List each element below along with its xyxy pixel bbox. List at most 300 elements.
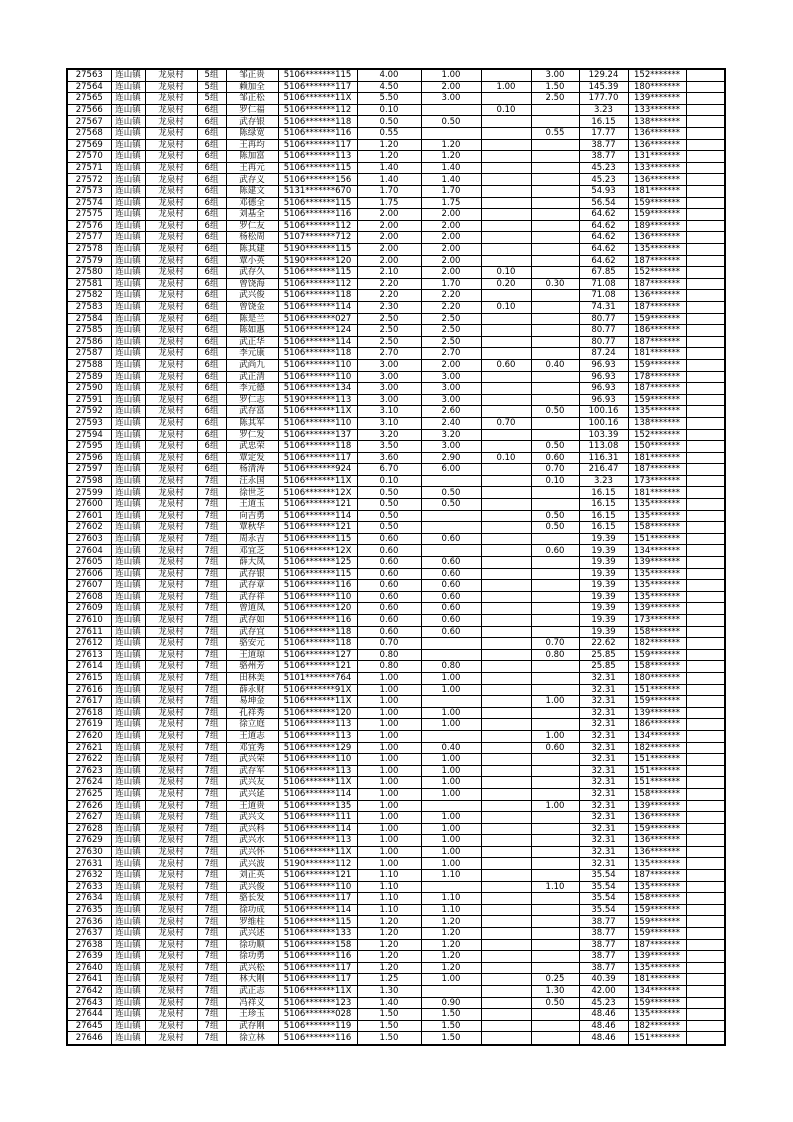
cell-value-1: 1.10 (357, 893, 421, 905)
cell-phone-masked: 159******* (628, 823, 686, 835)
cell-id-masked: 5106*******115 (278, 916, 357, 928)
cell-value-1: 1.20 (357, 962, 421, 974)
cell-phone-masked: 139******* (628, 557, 686, 569)
cell-value-2 (421, 730, 481, 742)
cell-value-2: 2.20 (421, 301, 481, 313)
cell-name: 武兴俊 (226, 290, 278, 302)
cell-value-4: 0.60 (531, 545, 579, 557)
cell-amount: 32.31 (579, 719, 628, 731)
cell-value-2: 2.40 (421, 417, 481, 429)
cell-group: 6组 (197, 232, 226, 244)
cell-group: 6组 (197, 209, 226, 221)
cell-value-3 (481, 846, 531, 858)
cell-value-4: 1.50 (531, 81, 579, 93)
cell-amount: 32.31 (579, 835, 628, 847)
cell-empty (686, 139, 725, 151)
cell-phone-masked: 136******* (628, 232, 686, 244)
cell-group: 7组 (197, 870, 226, 882)
cell-empty (686, 649, 725, 661)
cell-amount: 80.77 (579, 325, 628, 337)
cell-value-1: 1.25 (357, 974, 421, 986)
document-page (66, 68, 726, 1046)
cell-value-1: 1.75 (357, 197, 421, 209)
cell-value-1: 3.10 (357, 406, 421, 418)
cell-group: 7组 (197, 800, 226, 812)
cell-phone-masked: 135******* (628, 568, 686, 580)
cell-id-masked: 5106*******137 (278, 429, 357, 441)
cell-value-3 (481, 591, 531, 603)
cell-name: 覃秋华 (226, 522, 278, 534)
cell-seq: 27564 (67, 81, 111, 93)
cell-seq: 27572 (67, 174, 111, 186)
cell-phone-masked: 136******* (628, 846, 686, 858)
table-row (67, 591, 725, 603)
cell-value-1: 5.50 (357, 93, 421, 105)
cell-empty (686, 174, 725, 186)
cell-amount: 38.77 (579, 139, 628, 151)
cell-town: 连山镇 (111, 197, 145, 209)
cell-amount: 96.93 (579, 394, 628, 406)
cell-group: 7组 (197, 788, 226, 800)
table-row (67, 974, 725, 986)
cell-amount: 32.31 (579, 846, 628, 858)
cell-seq: 27578 (67, 244, 111, 256)
cell-group: 7组 (197, 545, 226, 557)
cell-value-4 (531, 939, 579, 951)
cell-value-1: 2.50 (357, 325, 421, 337)
cell-phone-masked: 151******* (628, 777, 686, 789)
table-row (67, 962, 725, 974)
cell-name: 徐立林 (226, 1032, 278, 1045)
table-row (67, 499, 725, 511)
cell-id-masked: 5107*******712 (278, 232, 357, 244)
cell-village: 龙泉村 (145, 267, 197, 279)
cell-village: 龙泉村 (145, 104, 197, 116)
cell-value-1: 3.00 (357, 394, 421, 406)
cell-phone-masked: 133******* (628, 104, 686, 116)
cell-village: 龙泉村 (145, 139, 197, 151)
cell-group: 6组 (197, 186, 226, 198)
cell-name: 武兴俊 (226, 881, 278, 893)
cell-value-4 (531, 383, 579, 395)
cell-phone-masked: 138******* (628, 417, 686, 429)
cell-value-2: 2.00 (421, 267, 481, 279)
cell-town: 连山镇 (111, 301, 145, 313)
cell-seq: 27569 (67, 139, 111, 151)
cell-amount: 35.54 (579, 893, 628, 905)
cell-group: 7组 (197, 672, 226, 684)
cell-name: 武正清 (226, 371, 278, 383)
cell-name: 武兴科 (226, 823, 278, 835)
cell-town: 连山镇 (111, 568, 145, 580)
cell-town: 连山镇 (111, 962, 145, 974)
cell-value-1: 1.20 (357, 151, 421, 163)
cell-seq: 27613 (67, 649, 111, 661)
cell-seq: 27594 (67, 429, 111, 441)
cell-seq: 27615 (67, 672, 111, 684)
cell-village: 龙泉村 (145, 893, 197, 905)
cell-phone-masked: 151******* (628, 684, 686, 696)
cell-value-1: 1.00 (357, 777, 421, 789)
cell-town: 连山镇 (111, 788, 145, 800)
cell-id-masked: 5106*******115 (278, 197, 357, 209)
cell-town: 连山镇 (111, 626, 145, 638)
cell-seq: 27616 (67, 684, 111, 696)
cell-group: 6组 (197, 441, 226, 453)
cell-seq: 27637 (67, 928, 111, 940)
cell-value-1: 1.20 (357, 951, 421, 963)
cell-group: 7组 (197, 997, 226, 1009)
table-row (67, 638, 725, 650)
cell-empty (686, 858, 725, 870)
cell-value-3 (481, 406, 531, 418)
cell-value-2: 1.00 (421, 835, 481, 847)
cell-value-4: 0.25 (531, 974, 579, 986)
cell-village: 龙泉村 (145, 174, 197, 186)
cell-value-4 (531, 417, 579, 429)
cell-amount: 177.70 (579, 93, 628, 105)
cell-amount: 32.31 (579, 765, 628, 777)
cell-value-1: 3.10 (357, 417, 421, 429)
cell-town: 连山镇 (111, 487, 145, 499)
cell-id-masked: 5101*******764 (278, 672, 357, 684)
table-row (67, 696, 725, 708)
cell-name: 王道玉 (226, 499, 278, 511)
cell-value-3 (481, 475, 531, 487)
cell-id-masked: 5106*******133 (278, 928, 357, 940)
cell-value-1: 1.00 (357, 719, 421, 731)
cell-amount: 19.39 (579, 615, 628, 627)
cell-phone-masked: 181******* (628, 487, 686, 499)
cell-name: 武兴延 (226, 788, 278, 800)
cell-value-3 (481, 696, 531, 708)
cell-empty (686, 1020, 725, 1032)
cell-empty (686, 371, 725, 383)
cell-value-1: 0.60 (357, 626, 421, 638)
cell-value-3 (481, 835, 531, 847)
cell-town: 连山镇 (111, 1009, 145, 1021)
cell-village: 龙泉村 (145, 823, 197, 835)
cell-seq: 27641 (67, 974, 111, 986)
cell-seq: 27626 (67, 800, 111, 812)
cell-value-2 (421, 696, 481, 708)
cell-village: 龙泉村 (145, 591, 197, 603)
cell-name: 陈是兰 (226, 313, 278, 325)
cell-amount: 116.31 (579, 452, 628, 464)
cell-empty (686, 452, 725, 464)
cell-value-4 (531, 603, 579, 615)
cell-name: 罗仁发 (226, 429, 278, 441)
cell-id-masked: 5106*******027 (278, 313, 357, 325)
cell-value-2: 1.10 (421, 870, 481, 882)
cell-group: 7组 (197, 568, 226, 580)
cell-town: 连山镇 (111, 649, 145, 661)
cell-empty (686, 278, 725, 290)
cell-village: 龙泉村 (145, 788, 197, 800)
cell-value-2: 1.50 (421, 1020, 481, 1032)
cell-phone-masked: 139******* (628, 707, 686, 719)
cell-empty (686, 104, 725, 116)
cell-value-3 (481, 383, 531, 395)
cell-phone-masked: 135******* (628, 244, 686, 256)
cell-town: 连山镇 (111, 278, 145, 290)
cell-village: 龙泉村 (145, 116, 197, 128)
table-body (67, 69, 725, 1045)
cell-value-4 (531, 394, 579, 406)
cell-name: 骆州芳 (226, 661, 278, 673)
cell-id-masked: 5106*******118 (278, 116, 357, 128)
cell-phone-masked: 158******* (628, 626, 686, 638)
cell-value-2: 1.20 (421, 916, 481, 928)
cell-town: 连山镇 (111, 974, 145, 986)
cell-value-2: 0.50 (421, 499, 481, 511)
cell-group: 6组 (197, 301, 226, 313)
cell-name: 陈加富 (226, 151, 278, 163)
cell-amount: 38.77 (579, 939, 628, 951)
cell-amount: 16.15 (579, 499, 628, 511)
cell-group: 7组 (197, 707, 226, 719)
cell-value-3 (481, 93, 531, 105)
table-row (67, 1020, 725, 1032)
cell-id-masked: 5106*******116 (278, 580, 357, 592)
cell-town: 连山镇 (111, 174, 145, 186)
cell-seq: 27581 (67, 278, 111, 290)
cell-village: 龙泉村 (145, 649, 197, 661)
cell-value-3 (481, 603, 531, 615)
table-row (67, 568, 725, 580)
cell-value-4 (531, 916, 579, 928)
cell-value-2: 1.40 (421, 162, 481, 174)
cell-seq: 27570 (67, 151, 111, 163)
cell-town: 连山镇 (111, 730, 145, 742)
cell-value-3 (481, 557, 531, 569)
cell-town: 连山镇 (111, 707, 145, 719)
cell-value-3 (481, 974, 531, 986)
cell-id-masked: 5106*******120 (278, 603, 357, 615)
cell-amount: 38.77 (579, 951, 628, 963)
cell-value-3 (481, 429, 531, 441)
cell-value-1: 1.00 (357, 730, 421, 742)
cell-phone-masked: 139******* (628, 93, 686, 105)
cell-village: 龙泉村 (145, 406, 197, 418)
cell-empty (686, 696, 725, 708)
cell-town: 连山镇 (111, 870, 145, 882)
cell-seq: 27631 (67, 858, 111, 870)
cell-village: 龙泉村 (145, 464, 197, 476)
cell-phone-masked: 152******* (628, 267, 686, 279)
cell-empty (686, 672, 725, 684)
cell-empty (686, 244, 725, 256)
cell-village: 龙泉村 (145, 151, 197, 163)
cell-seq: 27575 (67, 209, 111, 221)
cell-phone-masked: 159******* (628, 313, 686, 325)
cell-seq: 27586 (67, 336, 111, 348)
cell-town: 连山镇 (111, 881, 145, 893)
cell-value-4: 0.80 (531, 649, 579, 661)
cell-value-2: 1.00 (421, 719, 481, 731)
cell-empty (686, 765, 725, 777)
cell-village: 龙泉村 (145, 962, 197, 974)
cell-value-2: 3.00 (421, 394, 481, 406)
cell-empty (686, 742, 725, 754)
cell-town: 连山镇 (111, 359, 145, 371)
cell-village: 龙泉村 (145, 232, 197, 244)
cell-value-2: 1.20 (421, 939, 481, 951)
cell-seq: 27567 (67, 116, 111, 128)
cell-name: 杨松周 (226, 232, 278, 244)
cell-amount: 35.54 (579, 870, 628, 882)
cell-value-1: 0.60 (357, 591, 421, 603)
cell-value-2: 1.50 (421, 1032, 481, 1045)
cell-value-1: 0.60 (357, 615, 421, 627)
table-row (67, 742, 725, 754)
cell-id-masked: 5106*******113 (278, 835, 357, 847)
cell-value-3 (481, 220, 531, 232)
cell-seq: 27623 (67, 765, 111, 777)
cell-value-3 (481, 893, 531, 905)
cell-seq: 27618 (67, 707, 111, 719)
cell-amount: 16.15 (579, 510, 628, 522)
cell-value-3 (481, 823, 531, 835)
cell-town: 连山镇 (111, 580, 145, 592)
cell-value-4 (531, 893, 579, 905)
cell-value-3 (481, 116, 531, 128)
cell-village: 龙泉村 (145, 313, 197, 325)
cell-name: 武存祥 (226, 591, 278, 603)
cell-name: 武存义 (226, 174, 278, 186)
cell-town: 连山镇 (111, 290, 145, 302)
cell-phone-masked: 151******* (628, 533, 686, 545)
cell-empty (686, 232, 725, 244)
cell-value-2: 1.00 (421, 777, 481, 789)
cell-value-1: 0.80 (357, 661, 421, 673)
cell-phone-masked: 180******* (628, 81, 686, 93)
cell-phone-masked: 187******* (628, 383, 686, 395)
cell-village: 龙泉村 (145, 336, 197, 348)
cell-value-2: 2.70 (421, 348, 481, 360)
cell-group: 6组 (197, 116, 226, 128)
cell-town: 连山镇 (111, 325, 145, 337)
cell-group: 6组 (197, 371, 226, 383)
cell-id-masked: 5106*******113 (278, 719, 357, 731)
cell-value-1: 2.00 (357, 209, 421, 221)
cell-amount: 48.46 (579, 1009, 628, 1021)
cell-empty (686, 835, 725, 847)
table-row (67, 951, 725, 963)
cell-phone-masked: 158******* (628, 522, 686, 534)
cell-amount: 16.15 (579, 522, 628, 534)
cell-group: 7组 (197, 904, 226, 916)
cell-seq: 27576 (67, 220, 111, 232)
cell-village: 龙泉村 (145, 69, 197, 81)
cell-phone-masked: 134******* (628, 986, 686, 998)
cell-value-4 (531, 220, 579, 232)
cell-value-1: 3.60 (357, 452, 421, 464)
cell-seq: 27582 (67, 290, 111, 302)
cell-value-3 (481, 626, 531, 638)
cell-seq: 27638 (67, 939, 111, 951)
cell-value-2: 2.20 (421, 290, 481, 302)
cell-group: 7组 (197, 939, 226, 951)
cell-amount: 67.85 (579, 267, 628, 279)
cell-group: 7组 (197, 719, 226, 731)
cell-amount: 40.39 (579, 974, 628, 986)
table-row (67, 557, 725, 569)
cell-value-4 (531, 777, 579, 789)
cell-seq: 27579 (67, 255, 111, 267)
cell-value-4 (531, 348, 579, 360)
table-row (67, 383, 725, 395)
cell-value-2: 3.00 (421, 371, 481, 383)
cell-amount: 80.77 (579, 313, 628, 325)
cell-value-1: 1.50 (357, 1020, 421, 1032)
cell-empty (686, 904, 725, 916)
cell-id-masked: 5106*******114 (278, 301, 357, 313)
cell-value-4 (531, 487, 579, 499)
cell-village: 龙泉村 (145, 707, 197, 719)
cell-value-2: 0.50 (421, 116, 481, 128)
table-row (67, 197, 725, 209)
cell-seq: 27587 (67, 348, 111, 360)
cell-village: 龙泉村 (145, 209, 197, 221)
cell-phone-masked: 151******* (628, 1032, 686, 1045)
cell-amount: 38.77 (579, 928, 628, 940)
cell-value-2: 0.60 (421, 557, 481, 569)
cell-id-masked: 5106*******118 (278, 638, 357, 650)
cell-town: 连山镇 (111, 939, 145, 951)
cell-village: 龙泉村 (145, 777, 197, 789)
cell-village: 龙泉村 (145, 742, 197, 754)
cell-value-4 (531, 615, 579, 627)
cell-seq: 27645 (67, 1020, 111, 1032)
cell-value-4: 0.60 (531, 452, 579, 464)
cell-value-4: 1.30 (531, 986, 579, 998)
cell-value-2: 2.00 (421, 244, 481, 256)
cell-id-masked: 5106*******135 (278, 800, 357, 812)
cell-phone-masked: 139******* (628, 800, 686, 812)
table-row (67, 812, 725, 824)
cell-town: 连山镇 (111, 406, 145, 418)
table-row (67, 800, 725, 812)
cell-value-4 (531, 301, 579, 313)
cell-value-1: 3.00 (357, 383, 421, 395)
cell-value-2: 1.20 (421, 951, 481, 963)
cell-id-masked: 5106*******127 (278, 649, 357, 661)
cell-value-3 (481, 336, 531, 348)
cell-value-1: 0.55 (357, 128, 421, 140)
cell-name: 邓宜芝 (226, 545, 278, 557)
cell-value-3 (481, 684, 531, 696)
cell-town: 连山镇 (111, 429, 145, 441)
cell-value-3 (481, 325, 531, 337)
cell-value-3 (481, 765, 531, 777)
cell-town: 连山镇 (111, 684, 145, 696)
cell-phone-masked: 136******* (628, 139, 686, 151)
cell-name: 覃小英 (226, 255, 278, 267)
cell-village: 龙泉村 (145, 638, 197, 650)
cell-town: 连山镇 (111, 533, 145, 545)
cell-amount: 45.23 (579, 174, 628, 186)
cell-value-2: 0.90 (421, 997, 481, 1009)
cell-name: 骆长发 (226, 893, 278, 905)
cell-town: 连山镇 (111, 464, 145, 476)
cell-name: 向吉勇 (226, 510, 278, 522)
cell-town: 连山镇 (111, 499, 145, 511)
cell-value-4: 1.10 (531, 881, 579, 893)
cell-name: 易坤金 (226, 696, 278, 708)
cell-group: 7组 (197, 522, 226, 534)
cell-empty (686, 823, 725, 835)
